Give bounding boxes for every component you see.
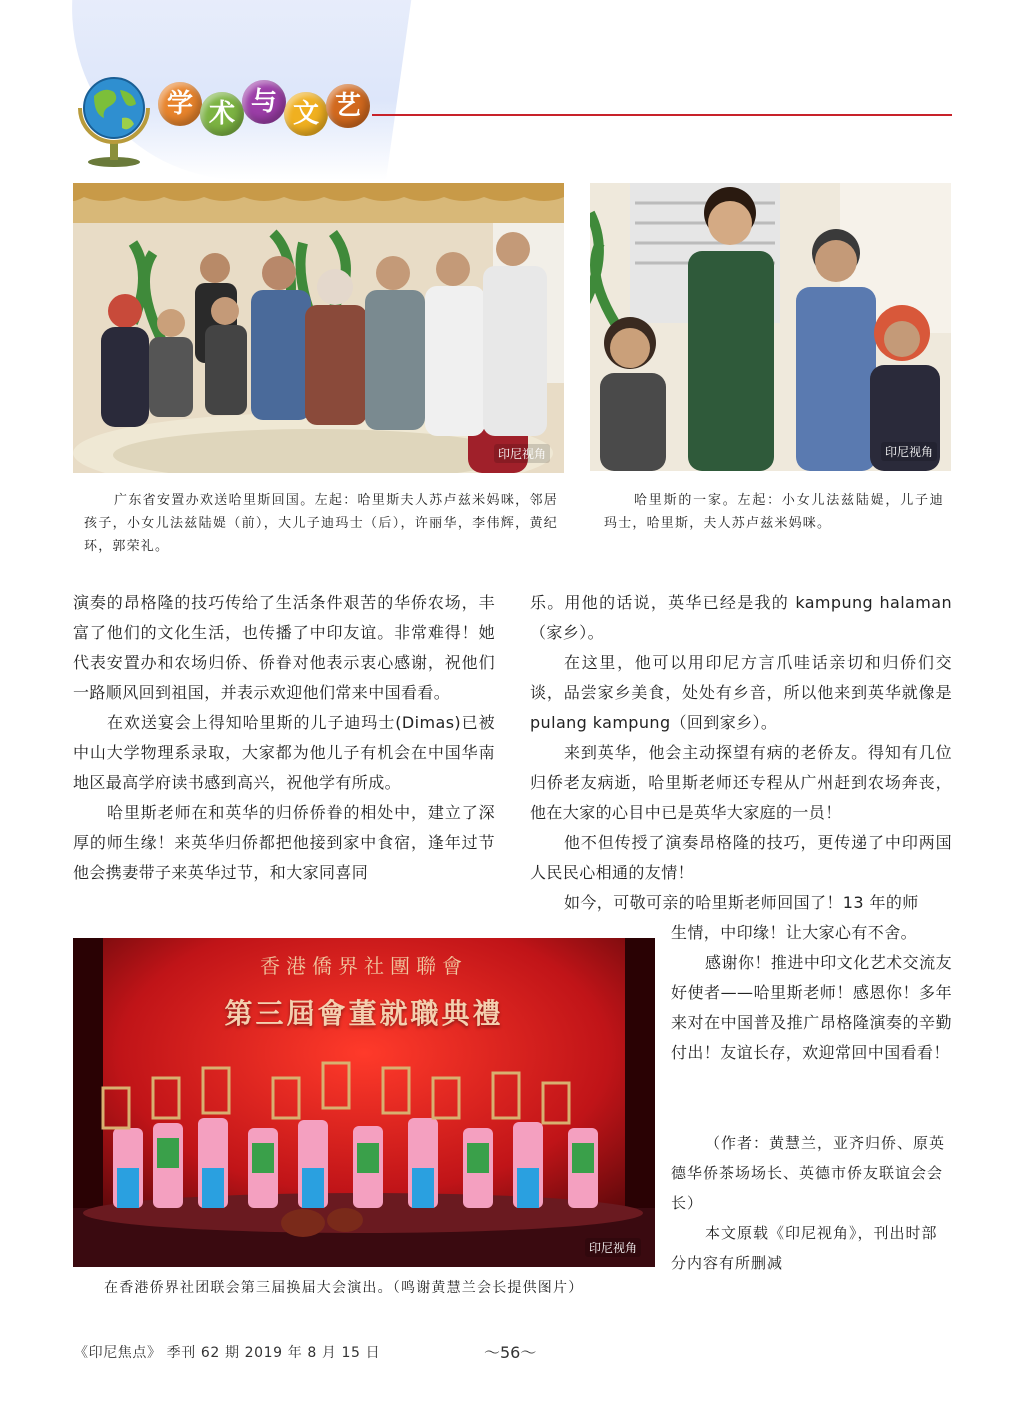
paragraph: 他不但传授了演奏昂格隆的技巧，更传递了中印两国人民民心相通的友情！ — [530, 833, 952, 882]
paragraph: 感谢你！推进中印文化艺术交流友好使者——哈里斯老师！感恩你！多年来对在中国普及推广昂格隆演奏的辛勤付出！友谊长存，欢迎常回中国看看！ — [671, 953, 952, 1062]
photo-stage-performance — [73, 938, 655, 1267]
banner-organization: 香港僑界社團聯會 — [260, 954, 468, 978]
watermark-label: 印尼视角 — [585, 1238, 641, 1257]
section-badge-4: 文 — [284, 92, 328, 136]
header-rule — [372, 114, 952, 116]
section-badge-5: 艺 — [326, 84, 370, 128]
page-number: ～56～ — [484, 1343, 537, 1362]
caption-farewell-group: 广东省安置办欢送哈里斯回国。左起：哈里斯夫人苏卢兹米妈咪，邻居孩子，小女儿法兹陆媞（前），大儿子迪玛士（后），许丽华，李伟辉，黄纪环，郭荣礼。 — [84, 493, 558, 554]
footer-publication: 《印尼焦点》 季刊 62 期 2019 年 8 月 15 日 — [74, 1345, 381, 1361]
watermark-label: 印尼视角 — [881, 442, 937, 461]
section-badge-1: 学 — [158, 82, 202, 126]
paragraph: 哈里斯老师在和英华的归侨侨眷的相处中，建立了深厚的师生缘！来英华归侨都把他接到家中食宿，逢年过节他会携妻带子来英华过节，和大家同喜同 — [73, 803, 495, 882]
caption-stage-performance: 在香港侨界社团联会第三届换届大会演出。（鸣谢黄慧兰会长提供图片） — [104, 1280, 584, 1296]
article-right-column — [530, 588, 952, 918]
photo-farewell-group — [73, 183, 564, 473]
author-info: （作者：黄慧兰，亚齐归侨、原英德华侨茶场场长、英德市侨友联谊会会长） — [671, 1134, 946, 1212]
paragraph: 演奏的昂格隆的技巧传给了生活条件艰苦的华侨农场，丰富了他们的文化生活，也传播了中印友谊。非常难得！她代表安置办和农场归侨、侨眷对他表示衷心感谢，祝他们一路顺风回到祖国，并表示欢迎他们常来中国看看。 — [73, 593, 495, 702]
paragraph: 在欢送宴会上得知哈里斯的儿子迪玛士(Dimas)已被中山大学物理系录取，大家都为他儿子有机会在中国华南地区最高学府读书感到高兴，祝他学有所成。 — [73, 713, 495, 792]
caption-harris-family: 哈里斯的一家。左起：小女儿法兹陆媞，儿子迪玛士，哈里斯，夫人苏卢兹米妈咪。 — [604, 493, 944, 531]
paragraph: 在这里，他可以用印尼方言爪哇话亲切和归侨们交谈，品尝家乡美食，处处有乡音，所以他来到英华就像是 pulang kampung（回到家乡）。 — [530, 653, 952, 732]
section-badge-3: 与 — [242, 80, 286, 124]
source-note: 本文原载《印尼视角》，刊出时部分内容有所删减 — [671, 1224, 938, 1272]
photo-harris-family — [590, 183, 951, 471]
paragraph: 生情，中印缘！让大家心有不舍。 — [671, 923, 918, 942]
watermark-label: 印尼视角 — [494, 444, 550, 463]
paragraph: 来到英华，他会主动探望有病的老侨友。得知有几位归侨老友病逝，哈里斯老师还专程从广州赶到农场奔丧，他在大家的心目中已是英华大家庭的一员！ — [530, 743, 952, 822]
globe-icon — [72, 68, 156, 168]
banner-title: 第三屆會董就職典禮 — [224, 997, 504, 1030]
paragraph: 乐。用他的话说，英华已经是我的 kampung halaman（家乡）。 — [530, 593, 952, 642]
author-note — [671, 1128, 952, 1278]
paragraph: 如今，可敬可亲的哈里斯老师回国了！13 年的师 — [564, 893, 919, 912]
section-badge-2: 术 — [200, 92, 244, 136]
article-narrow-column — [671, 918, 952, 1068]
article-left-column — [73, 588, 495, 888]
